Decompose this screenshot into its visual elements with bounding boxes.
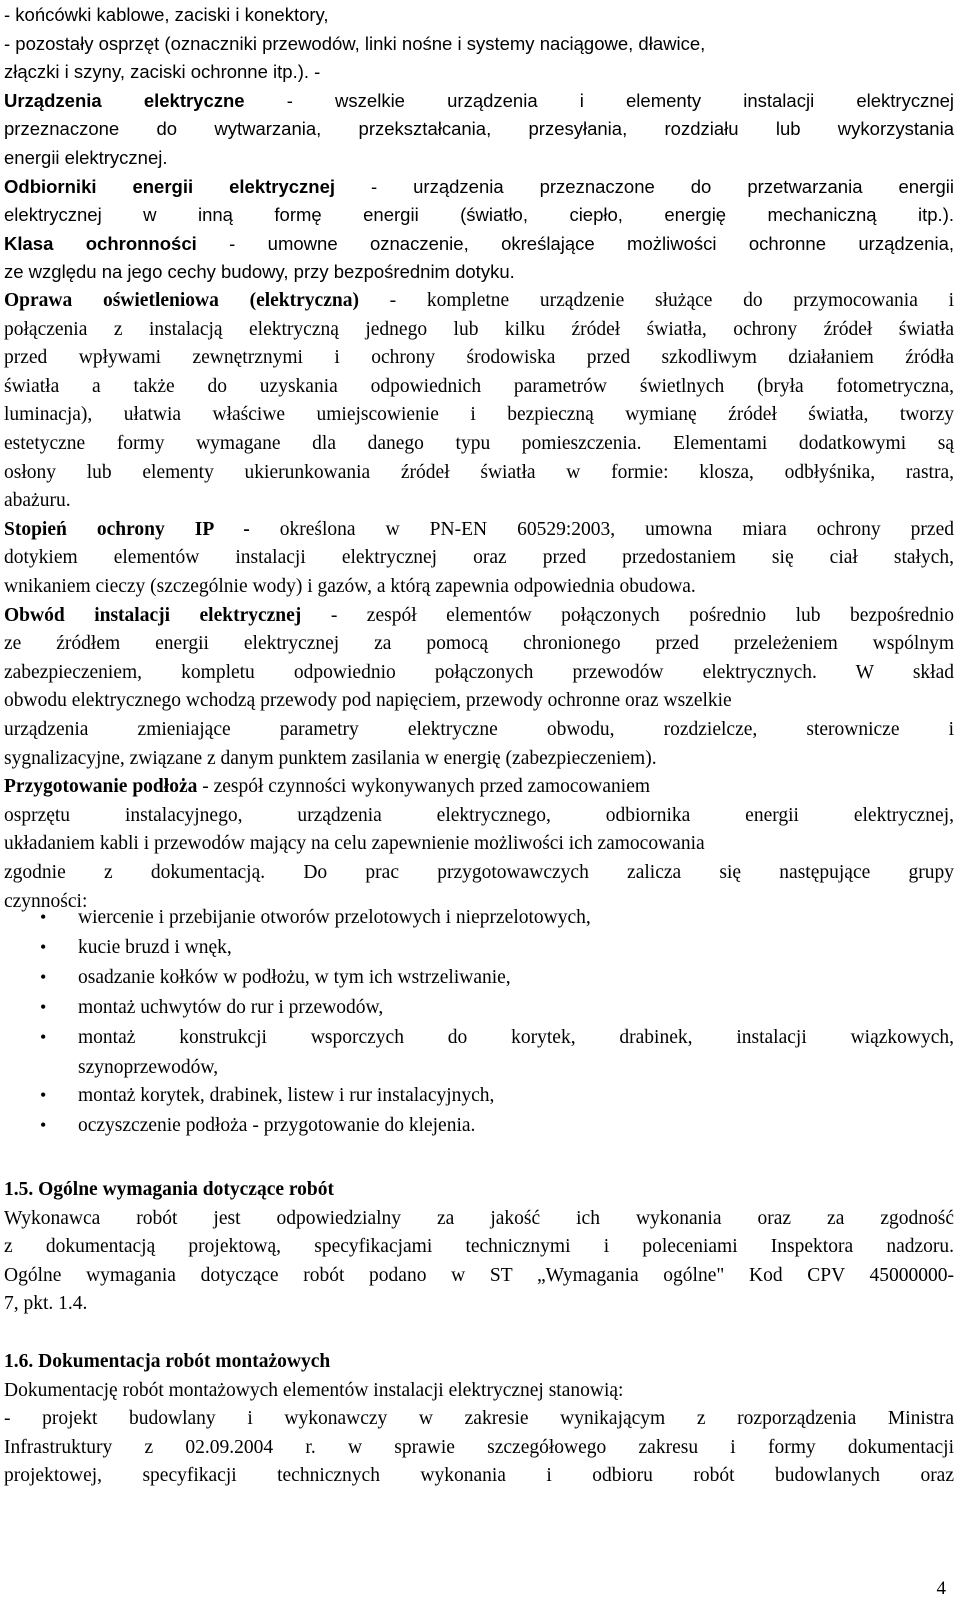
text-line bbox=[4, 257, 954, 286]
line-text: obwodu elektrycznego wchodzą przewody pod napięciem, przewody ochronne oraz wszelkie bbox=[4, 690, 732, 712]
line-text: z dokumentacją projektową, specyfikacjami technicznymi i poleceniami Inspektora nadzoru. bbox=[4, 1236, 954, 1258]
term-bold: Obwód instalacji elektrycznej bbox=[4, 604, 302, 626]
text-line bbox=[4, 715, 954, 744]
line-text: wnikaniem cieczy (szczególnie wody) i gazów, a którą zapewnia odpowiednia obudowa. bbox=[4, 576, 696, 597]
line-text: określona w PN-EN 60529:2003, umowna miara ochrony przed bbox=[249, 518, 954, 540]
text-line bbox=[4, 343, 954, 372]
text-line bbox=[4, 658, 954, 687]
line-text: dotykiem elementów instalacji elektrycznej oraz przed przedostaniem się ciał stałych, bbox=[4, 547, 954, 569]
text-line bbox=[4, 86, 954, 115]
bullet-item bbox=[40, 933, 954, 962]
line-text: estetyczne formy wymagane dla danego typu pomieszczenia. Elementami dodatkowymi są bbox=[4, 433, 954, 454]
page-number: 4 bbox=[936, 1578, 946, 1599]
bullet-icon: • bbox=[40, 907, 47, 927]
line-text: połączenia z instalacją elektryczną jednego lub kilku źródeł światła, ochrony źródeł światła bbox=[4, 318, 954, 340]
term-bold: Klasa ochronności bbox=[4, 232, 197, 254]
line-text: czynności: bbox=[4, 890, 88, 912]
bullet-item-continuation: szynoprzewodów, bbox=[78, 1057, 219, 1078]
line-text: montaż uchwytów do rur i przewodów, bbox=[78, 997, 384, 1018]
bullet-icon: • bbox=[40, 967, 47, 987]
line-text: osadzanie kołków w podłożu, w tym ich wstrzeliwanie, bbox=[78, 967, 511, 988]
line-text: - zespół czynności wykonywanych przed zamocowaniem bbox=[197, 776, 651, 798]
line-text: - pozostały osprzęt (oznaczniki przewodów, linki nośne i systemy naciągowe, dławice, bbox=[4, 32, 706, 54]
line-text: montaż konstrukcji wsporczych do korytek, drabinek, instalacji wiązkowych, bbox=[78, 1027, 954, 1048]
line-text: 7, pkt. 1.4. bbox=[4, 1293, 88, 1315]
line-text: ze względu na jego cechy budowy, przy bezpośrednim dotyku. bbox=[4, 261, 515, 283]
line-text: układaniem kabli i przewodów mający na celu zapewnienie możliwości ich zamocowania bbox=[4, 833, 705, 855]
text-line bbox=[4, 400, 954, 429]
bullet-icon: • bbox=[40, 1027, 47, 1047]
text-line bbox=[4, 286, 954, 315]
text-line bbox=[4, 114, 954, 143]
text-line bbox=[4, 1232, 954, 1261]
text-line bbox=[4, 172, 954, 201]
text-line bbox=[4, 629, 954, 658]
line-text: sygnalizacyjne, związane z danym punktem zasilania w energię (zabezpieczeniem). bbox=[4, 747, 657, 769]
line-text: - wszelkie urządzenia i elementy instalacji elektrycznej bbox=[244, 89, 955, 111]
line-text: montaż korytek, drabinek, listew i rur instalacyjnych, bbox=[78, 1085, 495, 1106]
term-bold: Odbiorniki energii elektrycznej bbox=[4, 175, 336, 197]
line-text: ze źródłem energii elektrycznej za pomocą chronionego przed przeleżeniem wspólnym bbox=[4, 633, 954, 655]
bullet-icon: • bbox=[40, 1115, 47, 1135]
text-line bbox=[4, 1461, 954, 1490]
text-line bbox=[4, 1289, 954, 1318]
text-line bbox=[4, 0, 954, 29]
bullet-icon: • bbox=[40, 937, 47, 957]
line-text: - zespół elementów połączonych pośrednio lub bezpośrednio bbox=[301, 604, 955, 626]
text-line bbox=[4, 1376, 954, 1405]
line-text: zgodnie z dokumentacją. Do prac przygotowawczych zalicza się następujące grupy bbox=[4, 862, 954, 883]
line-text: urządzenia zmieniające parametry elektryczne obwodu, rozdzielcze, sterownicze i bbox=[4, 719, 954, 740]
bullet-icon: • bbox=[40, 1085, 47, 1105]
term-bold: Oprawa oświetleniowa (elektryczna) bbox=[4, 290, 359, 311]
line-text: elektrycznej w inną formę energii (światło, ciepło, energię mechaniczną itp.). bbox=[4, 204, 954, 226]
bullet-item bbox=[40, 963, 954, 992]
text-line bbox=[4, 429, 954, 458]
text-line bbox=[4, 143, 954, 172]
text-line bbox=[4, 372, 954, 401]
section-heading: 1.6. Dokumentacja robót montażowych bbox=[4, 1351, 331, 1372]
bullet-item bbox=[40, 1081, 954, 1110]
line-text: Wykonawca robót jest odpowiedzialny za jakość ich wykonania oraz za zgodność bbox=[4, 1207, 954, 1229]
text-line bbox=[4, 29, 954, 58]
line-text: - projekt budowlany i wykonawczy w zakresie wynikającym z rozporządzenia Ministra bbox=[4, 1408, 954, 1430]
text-line bbox=[4, 801, 954, 830]
text-line bbox=[4, 772, 954, 801]
line-text: złączki i szyny, zaciski ochronne itp.). - bbox=[4, 61, 321, 83]
term-bold: Stopień ochrony IP - bbox=[4, 518, 250, 540]
section-heading: 1.5. Ogólne wymagania dotyczące robót bbox=[4, 1179, 335, 1200]
bullet-item bbox=[40, 1023, 954, 1052]
term-bold: Przygotowanie podłoża bbox=[4, 776, 198, 798]
line-text: osłony lub elementy ukierunkowania źródeł światła w formie: klosza, odbłyśnika, rastra, bbox=[4, 461, 954, 483]
line-text: przed wpływami zewnętrznymi i ochrony środowiska przed szkodliwym działaniem źródła bbox=[4, 347, 954, 369]
line-text: - końcówki kablowe, zaciski i konektory, bbox=[4, 4, 329, 25]
text-line bbox=[4, 1204, 954, 1233]
text-line bbox=[4, 315, 954, 344]
line-text: Ogólne wymagania dotyczące robót podano w ST „Wymagania ogólne" Kod CPV 45000000- bbox=[4, 1264, 954, 1286]
text-line bbox=[4, 572, 954, 601]
line-text: abażuru. bbox=[4, 490, 71, 512]
text-line bbox=[4, 829, 954, 858]
text-line bbox=[4, 1261, 954, 1290]
line-text: światła a także do uzyskania odpowiednich parametrów świetlnych (bryła fotometryczna, bbox=[4, 375, 954, 397]
text-line bbox=[4, 686, 954, 715]
line-text: wiercenie i przebijanie otworów przelotowych i nieprzelotowych, bbox=[78, 907, 591, 928]
text-line bbox=[4, 458, 954, 487]
line-text: - umowne oznaczenie, określające możliwości ochronne urządzenia, bbox=[196, 232, 955, 254]
text-line bbox=[4, 57, 954, 86]
line-text: Dokumentację robót montażowych elementów instalacji elektrycznej stanowią: bbox=[4, 1379, 624, 1401]
text-line bbox=[4, 515, 954, 544]
line-text: przeznaczone do wytwarzania, przekształcania, przesyłania, rozdziału lub wykorzystania bbox=[4, 118, 954, 140]
line-text: kucie bruzd i wnęk, bbox=[78, 937, 232, 958]
line-text: - urządzenia przeznaczone do przetwarzania energii bbox=[335, 175, 954, 197]
bullet-item bbox=[40, 993, 954, 1022]
line-text: luminacja), ułatwia właściwe umiejscowienie i bezpieczną wymianę źródeł światła, tworzy bbox=[4, 404, 954, 426]
text-line bbox=[4, 1433, 954, 1462]
text-line bbox=[4, 486, 954, 515]
text-line bbox=[4, 744, 954, 773]
line-text: Infrastruktury z 02.09.2004 r. w sprawie szczegółowego zakresu i formy dokumentacji bbox=[4, 1436, 954, 1458]
bullet-icon: • bbox=[40, 997, 47, 1017]
bullet-item bbox=[40, 903, 954, 932]
text-line bbox=[4, 601, 954, 630]
term-bold: Urządzenia elektryczne bbox=[4, 89, 245, 111]
line-text: projektowej, specyfikacji technicznych wykonania i odbioru robót budowlanych oraz bbox=[4, 1465, 954, 1487]
text-line bbox=[4, 229, 954, 258]
text-line bbox=[4, 543, 954, 572]
line-text: osprzętu instalacyjnego, urządzenia elektrycznego, odbiornika energii elektrycznej, bbox=[4, 804, 954, 826]
bullet-item bbox=[40, 1111, 954, 1140]
line-text: oczyszczenie podłoża - przygotowanie do klejenia. bbox=[78, 1115, 476, 1136]
line-text: energii elektrycznej. bbox=[4, 147, 168, 168]
line-text: - kompletne urządzenie służące do przymocowania i bbox=[358, 290, 954, 311]
text-line bbox=[4, 858, 954, 887]
text-line bbox=[4, 1404, 954, 1433]
line-text: zabezpieczeniem, kompletu odpowiednio połączonych przewodów elektrycznych. W skład bbox=[4, 661, 954, 683]
text-line bbox=[4, 200, 954, 229]
